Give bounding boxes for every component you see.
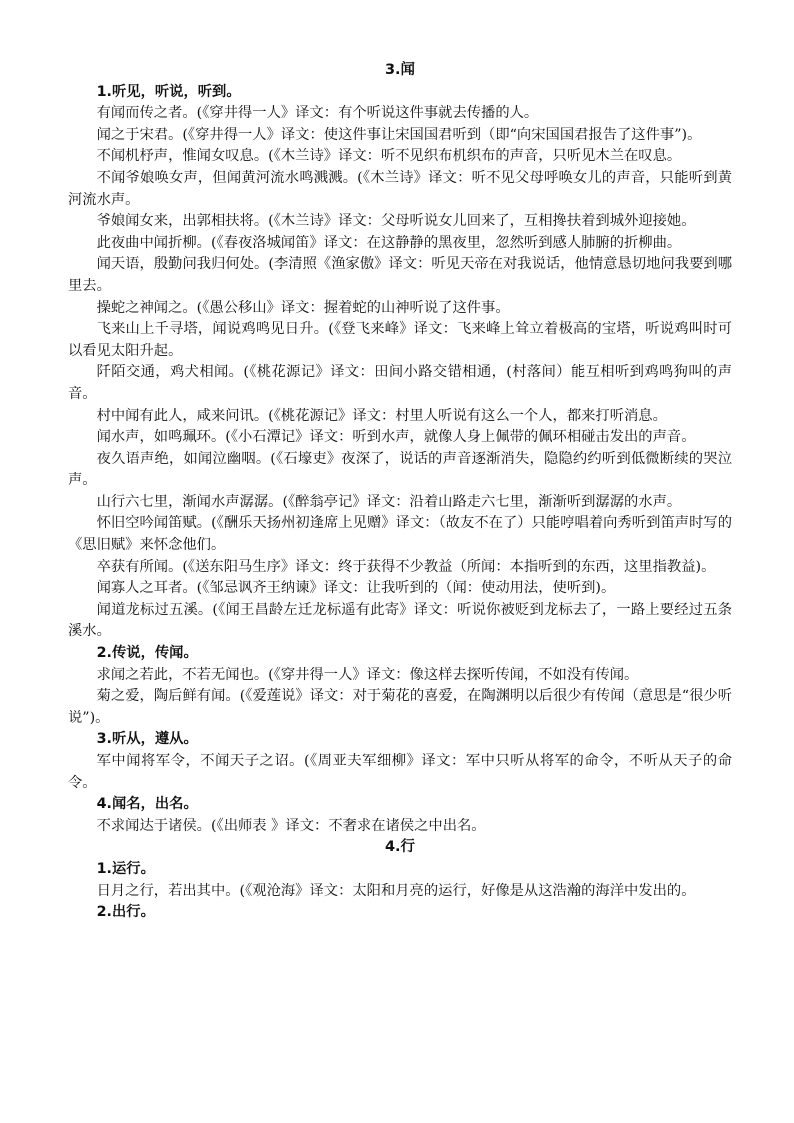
example-entry: 村中闻有此人，咸来问讯。(《桃花源记》译文：村里人听说有这么一个人，都来打听消息。 — [96, 407, 667, 424]
example-entry: 军中闻将军令，不闻天子之诏。(《周亚夫军细柳》译文：军中只听从将军的命令，不听从天子的命令。 — [68, 753, 732, 791]
example-entry: 闻道龙标过五溪。(《闻王昌龄左迁龙标遥有此寄》译文：听说你被贬到龙标去了，一路上要经过五条溪水。 — [68, 601, 732, 640]
section-title-4: 4.行 — [384, 839, 416, 856]
example-entry: 有闻而传之者。(《穿井得一人》译文：有个听说这件事就去传播的人。 — [96, 105, 539, 122]
example-entry: 闻寡人之耳者。(《邹忌讽齐王纳谏》译文：让我听到的（闻：使动用法，使听到)。 — [96, 580, 616, 597]
example-entry: 夜久语声绝，如闻泣幽咽。(《石壕吏》夜深了，说话的声音逐渐消失，隐隐约约听到低微断续的哭泣声。 — [68, 450, 732, 489]
document-page — [68, 60, 732, 924]
example-entry: 日月之行，若出其中。(《观沧海》译文：太阳和月亮的运行，好像是从这浩瀚的海洋中发出的。 — [96, 882, 696, 899]
section-title-3: 3.闻 — [384, 62, 416, 78]
meaning-heading: 1.运行。 — [96, 860, 155, 877]
example-entry: 操蛇之神闻之。(《愚公移山》译文：握着蛇的山神听说了这件事。 — [96, 299, 510, 316]
meaning-heading: 4.闻名，出名。 — [96, 796, 198, 813]
example-entry: 不闻机杼声，惟闻女叹息。(《木兰诗》译文：听不见织布机织布的声音，只听见木兰在叹息。 — [96, 148, 682, 165]
example-entry: 闻水声，如鸣珮环。(《小石潭记》译文：听到水声，就像人身上佩带的佩环相碰击发出的声音。 — [96, 429, 696, 446]
meaning-heading: 1.听见，听说，听到。 — [96, 83, 241, 100]
example-entry: 怀旧空吟闻笛赋。(《酬乐天扬州初逢席上见赠》译文：（故友不在了）只能哼唱着向秀听到笛声时写的《思旧赋》来怀念他们。 — [68, 515, 732, 554]
meaning-heading: 2.传说，传闻。 — [96, 645, 198, 662]
example-entry: 菊之爱，陶后鲜有闻。(《爱莲说》译文：对于菊花的喜爱，在陶渊明以后很少有传闻（意思是“很少听说”)。 — [68, 688, 732, 726]
example-entry: 不闻爷娘唤女声，但闻黄河流水鸣溅溅。(《木兰诗》译文：听不见父母呼唤女儿的声音，只能听到黄河流水声。 — [68, 169, 732, 208]
example-entry: 阡陌交通，鸡犬相闻。(《桃花源记》译文：田间小路交错相通，(村落间）能互相听到鸡鸣狗叫的声音。 — [68, 364, 732, 402]
example-entry: 飞来山上千寻塔，闻说鸡鸣见日升。(《登飞来峰》译文：飞来峰上耸立着极高的宝塔，听说鸡叫时可以看见太阳升起。 — [68, 321, 732, 359]
example-entry: 不求闻达于诸侯。(《出师表 》译文：不奢求在诸侯之中出名。 — [96, 817, 486, 834]
example-entry: 闻天语，殷勤问我归何处。(李清照《渔家傲》译文：听见天帝在对我说话，他情意恳切地问我要到哪里去。 — [68, 256, 732, 294]
example-entry: 此夜曲中闻折柳。(《春夜洛城闻笛》译文：在这静静的黑夜里，忽然听到感人肺腑的折柳曲。 — [96, 234, 682, 251]
example-entry: 求闻之若此，不若无闻也。(《穿井得一人》译文：像这样去探听传闻，不如没有传闻。 — [96, 666, 639, 683]
example-entry: 山行六七里，渐闻水声潺潺。(《醉翁亭记》译文：沿着山路走六七里，渐渐听到潺潺的水声。 — [96, 493, 682, 510]
meaning-heading: 3.听从，遵从。 — [96, 731, 198, 748]
example-entry: 闻之于宋君。(《穿井得一人》译文：使这件事让宋国国君听到（即“向宋国国君报告了这件事”)。 — [96, 126, 702, 143]
meaning-heading: 2.出行。 — [96, 904, 155, 921]
example-entry: 爷娘闻女来，出郭相扶将。(《木兰诗》译文：父母听说女儿回来了，互相搀扶着到城外迎接她。 — [96, 213, 696, 230]
example-entry: 卒获有所闻。(《送东阳马生序》译文：终于获得不少教益（所闻：本指听到的东西，这里指教益)。 — [96, 558, 716, 575]
